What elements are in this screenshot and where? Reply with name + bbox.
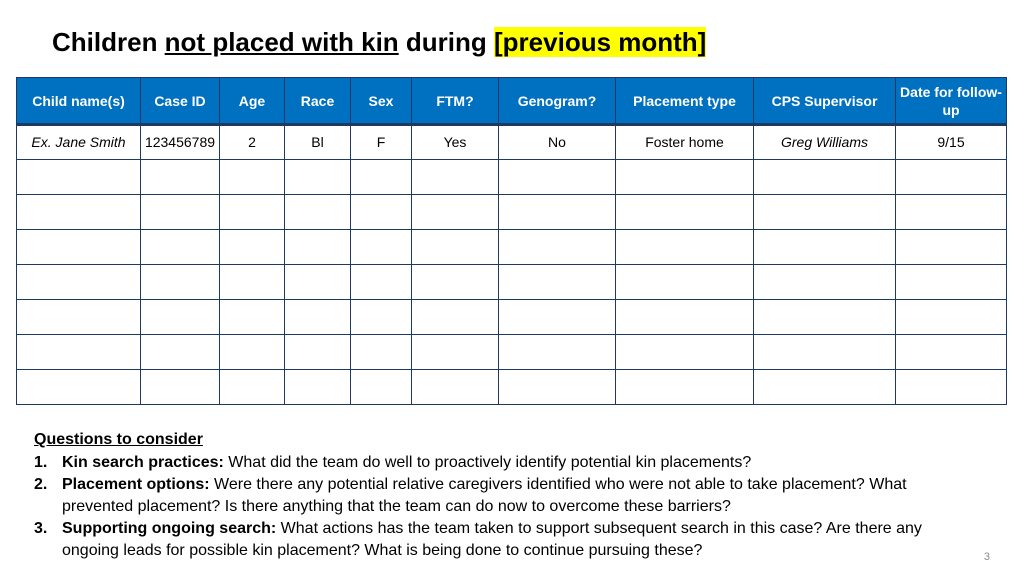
question-text: Were there any potential relative caregivers identified who were not able to take placement? What prevented placement? Is there anything that the team can do now to overcome these barriers? [62,476,907,515]
example-row [17,125,1007,160]
table-cell: Greg Williams [754,125,896,160]
empty-cell [754,265,896,300]
page-number: 3 [983,551,990,563]
title-underlined: not placed with kin [164,27,399,57]
empty-cell [754,160,896,195]
empty-cell [754,230,896,265]
empty-cell [412,160,499,195]
empty-cell [285,160,351,195]
table-cell: 123456789 [141,125,220,160]
empty-cell [896,335,1007,370]
question-item [34,452,974,474]
empty-cell [754,370,896,405]
empty-cell [351,370,412,405]
empty-cell [17,230,141,265]
column-header: Sex [351,78,412,125]
empty-cell [616,300,754,335]
empty-cell [412,370,499,405]
empty-cell [285,300,351,335]
empty-cell [754,195,896,230]
question-label: Kin search practices: [62,453,224,471]
title-prefix: Children [52,27,165,57]
empty-cell [499,265,616,300]
questions-heading: Questions to consider [34,431,203,448]
table-cell: Ex. Jane Smith [17,125,141,160]
empty-cell [220,370,285,405]
empty-cell [896,160,1007,195]
page-title [52,22,706,62]
empty-cell [412,195,499,230]
empty-cell [616,335,754,370]
empty-cell [754,300,896,335]
column-header: Race [285,78,351,125]
empty-cell [499,300,616,335]
empty-cell [141,265,220,300]
question-text: What did the team do well to proactively identify potential kin placements? [223,453,752,471]
empty-cell [285,230,351,265]
empty-cell [220,265,285,300]
empty-cell [412,335,499,370]
empty-cell [896,370,1007,405]
table-header-row [17,78,1007,125]
empty-cell [285,265,351,300]
empty-row [17,300,1007,335]
empty-cell [141,335,220,370]
empty-cell [412,230,499,265]
empty-cell [499,370,616,405]
empty-row [17,230,1007,265]
question-number: 1. [34,453,48,471]
empty-cell [351,265,412,300]
placement-table [16,77,1007,405]
empty-cell [616,265,754,300]
empty-cell [285,335,351,370]
question-item [34,518,974,561]
title-highlight: [previous month] [494,27,707,57]
empty-cell [17,370,141,405]
column-header: Child name(s) [17,78,141,125]
empty-row [17,160,1007,195]
empty-cell [896,300,1007,335]
empty-cell [17,265,141,300]
question-text: What actions has the team taken to support subsequent search in this case? Are there any ongoing leads for possible kin placement? What is being done to continue pursuing these? [62,520,922,559]
empty-row [17,265,1007,300]
empty-cell [17,160,141,195]
empty-cell [17,300,141,335]
empty-cell [896,195,1007,230]
empty-cell [220,230,285,265]
empty-cell [499,195,616,230]
question-item [34,474,974,517]
empty-cell [141,370,220,405]
column-header: Placement type [616,78,754,125]
table-cell: 9/15 [896,125,1007,160]
empty-cell [896,230,1007,265]
empty-cell [896,265,1007,300]
column-header: Age [220,78,285,125]
empty-cell [17,335,141,370]
empty-cell [499,160,616,195]
title-middle: during [398,27,495,57]
empty-cell [499,230,616,265]
empty-cell [220,300,285,335]
question-number: 2. [34,476,48,493]
empty-cell [141,300,220,335]
empty-cell [220,335,285,370]
questions-section [34,429,974,561]
empty-cell [754,335,896,370]
table-cell: 2 [220,125,285,160]
empty-cell [285,370,351,405]
empty-cell [141,160,220,195]
empty-cell [285,195,351,230]
empty-cell [499,335,616,370]
empty-cell [141,230,220,265]
question-number: 3. [34,520,48,537]
empty-cell [616,195,754,230]
empty-cell [220,195,285,230]
empty-cell [351,160,412,195]
table-cell: Yes [412,125,499,160]
question-label: Placement options: [62,476,210,493]
column-header: Case ID [141,78,220,125]
column-header: FTM? [412,78,499,125]
empty-cell [220,160,285,195]
empty-cell [351,335,412,370]
empty-cell [412,265,499,300]
table-cell: Bl [285,125,351,160]
empty-cell [17,195,141,230]
empty-row [17,195,1007,230]
column-header: CPS Supervisor [754,78,896,125]
empty-cell [351,300,412,335]
empty-cell [141,195,220,230]
column-header: Genogram? [499,78,616,125]
empty-cell [616,160,754,195]
empty-cell [412,300,499,335]
empty-cell [351,230,412,265]
empty-cell [616,370,754,405]
empty-row [17,335,1007,370]
empty-cell [351,195,412,230]
table-cell: Foster home [616,125,754,160]
table-cell: No [499,125,616,160]
table-cell: F [351,125,412,160]
question-label: Supporting ongoing search: [62,520,277,537]
questions-list [34,452,974,562]
empty-row [17,370,1007,405]
column-header: Date for follow-up [896,78,1007,125]
empty-cell [616,230,754,265]
